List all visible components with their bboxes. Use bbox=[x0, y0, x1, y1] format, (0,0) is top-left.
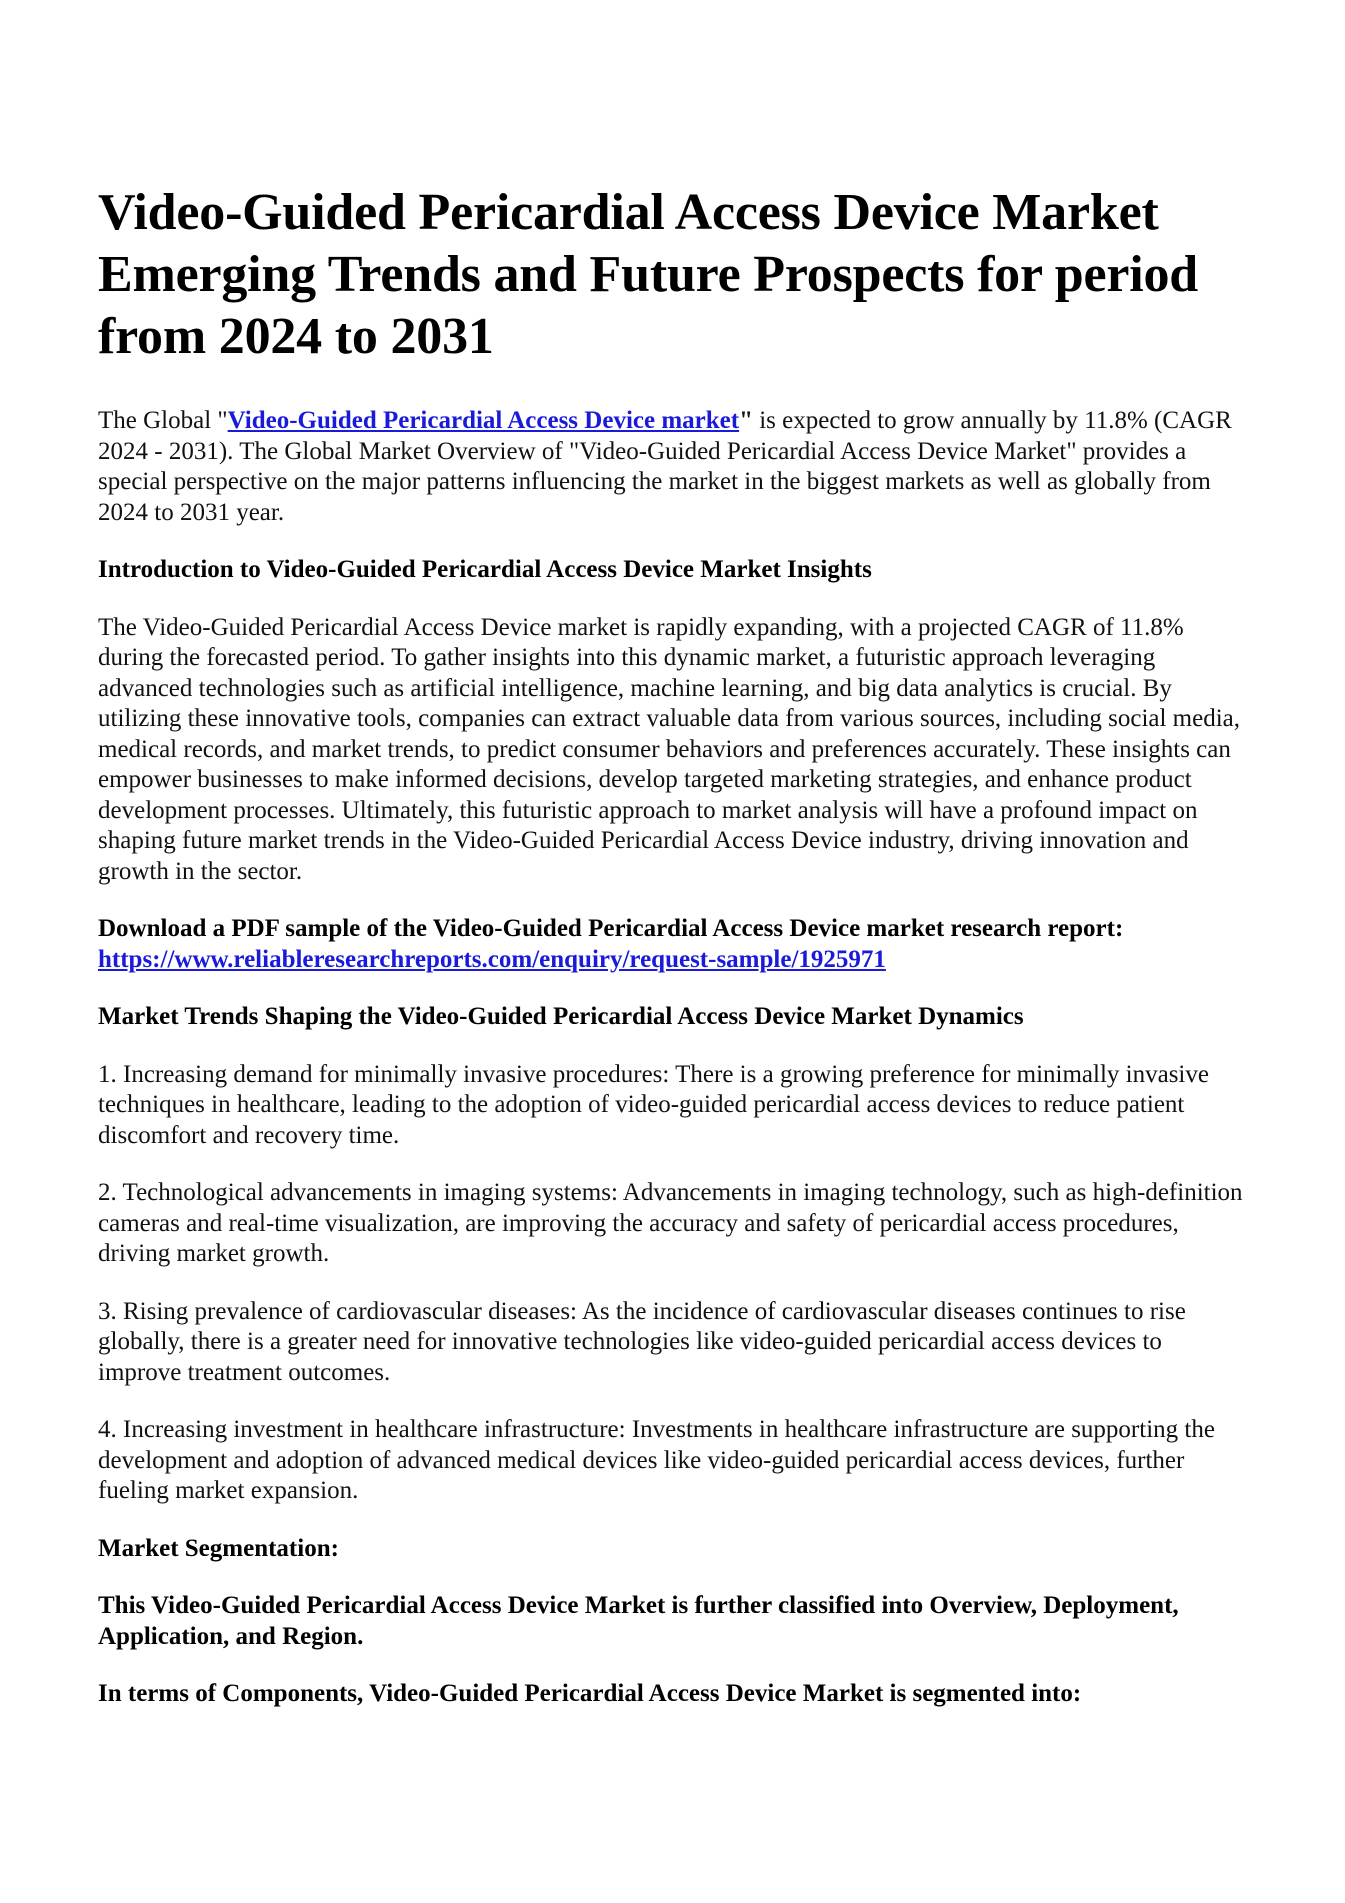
intro-paragraph bbox=[98, 406, 1247, 528]
trend-item-3: 3. Rising prevalence of cardiovascular diseases: As the incidence of cardiovascular diseases continues to rise globally, there is a greater need for innovative technologies like video-guided pericardial access devices to improve treatment outcomes. bbox=[98, 1297, 1186, 1386]
insights-body: The Video-Guided Pericardial Access Device market is rapidly expanding, with a projected CAGR of 11.8% during the forecasted period. To gather insights into this dynamic market, a futuristic approach leveraging advanced technologies such as artificial intelligence, machine learning, and big data analytics is crucial. By utilizing these innovative tools, companies can extract valuable data from various sources, including social media, medical records, and market trends, to predict consumer behaviors and preferences accurately. These insights can empower businesses to make informed decisions, develop targeted marketing strategies, and enhance product development processes. Ultimately, this futuristic approach to market analysis will have a profound impact on shaping future market trends in the Video-Guided Pericardial Access Device industry, driving innovation and growth in the sector. bbox=[98, 613, 1241, 885]
trends-heading: Market Trends Shaping the Video-Guided Pericardial Access Device Market Dynamics bbox=[98, 1003, 1024, 1030]
intro-suffix: is expected to grow annually by 11.8% (CAGR 2024 - 2031). The Global Market Overview of "Video-Guided Pericardial Access Device Market" provides a special perspective on the major patterns influencing the market in the biggest markets as well as globally from 2024 to 2031 year. bbox=[98, 407, 1232, 526]
sample-request-link[interactable]: https://www.reliableresearchreports.com/enquiry/request-sample/1925971 bbox=[98, 945, 886, 973]
segmentation-body: This Video-Guided Pericardial Access Device Market is further classified into Overview, Deployment, Application, and Region. bbox=[98, 1592, 1179, 1650]
page-title: Video-Guided Pericardial Access Device Market Emerging Trends and Future Prospects for period from 2024 to 2031 bbox=[98, 184, 1198, 365]
trend-item-2: 2. Technological advancements in imaging systems: Advancements in imaging technology, such as high-definition cameras and real-time visualization, are improving the accuracy and safety of pericardial access procedures, driving market growth. bbox=[98, 1179, 1243, 1267]
intro-quote-close: " bbox=[739, 407, 753, 434]
insights-heading: Introduction to Video-Guided Pericardial Access Device Market Insights bbox=[98, 556, 872, 583]
intro-prefix: The Global " bbox=[98, 407, 228, 434]
segmentation-heading: Market Segmentation: bbox=[98, 1534, 339, 1562]
market-link[interactable]: Video-Guided Pericardial Access Device market bbox=[227, 407, 740, 434]
download-block bbox=[98, 914, 1247, 975]
trend-item-1: 1. Increasing demand for minimally invasive procedures: There is a growing preference for minimally invasive techniques in healthcare, leading to the adoption of video-guided pericardial access devices to reduce patient discomfort and recovery time. bbox=[98, 1060, 1209, 1149]
download-label: Download a PDF sample of the Video-Guided Pericardial Access Device market research report: bbox=[98, 915, 1124, 942]
components-heading: In terms of Components, Video-Guided Pericardial Access Device Market is segmented into: bbox=[98, 1680, 1082, 1707]
trend-item-4: 4. Increasing investment in healthcare infrastructure: Investments in healthcare infrastructure are supporting the development and adoption of advanced medical devices like video-guided pericardial access devices, further fueling market expansion. bbox=[98, 1416, 1215, 1504]
